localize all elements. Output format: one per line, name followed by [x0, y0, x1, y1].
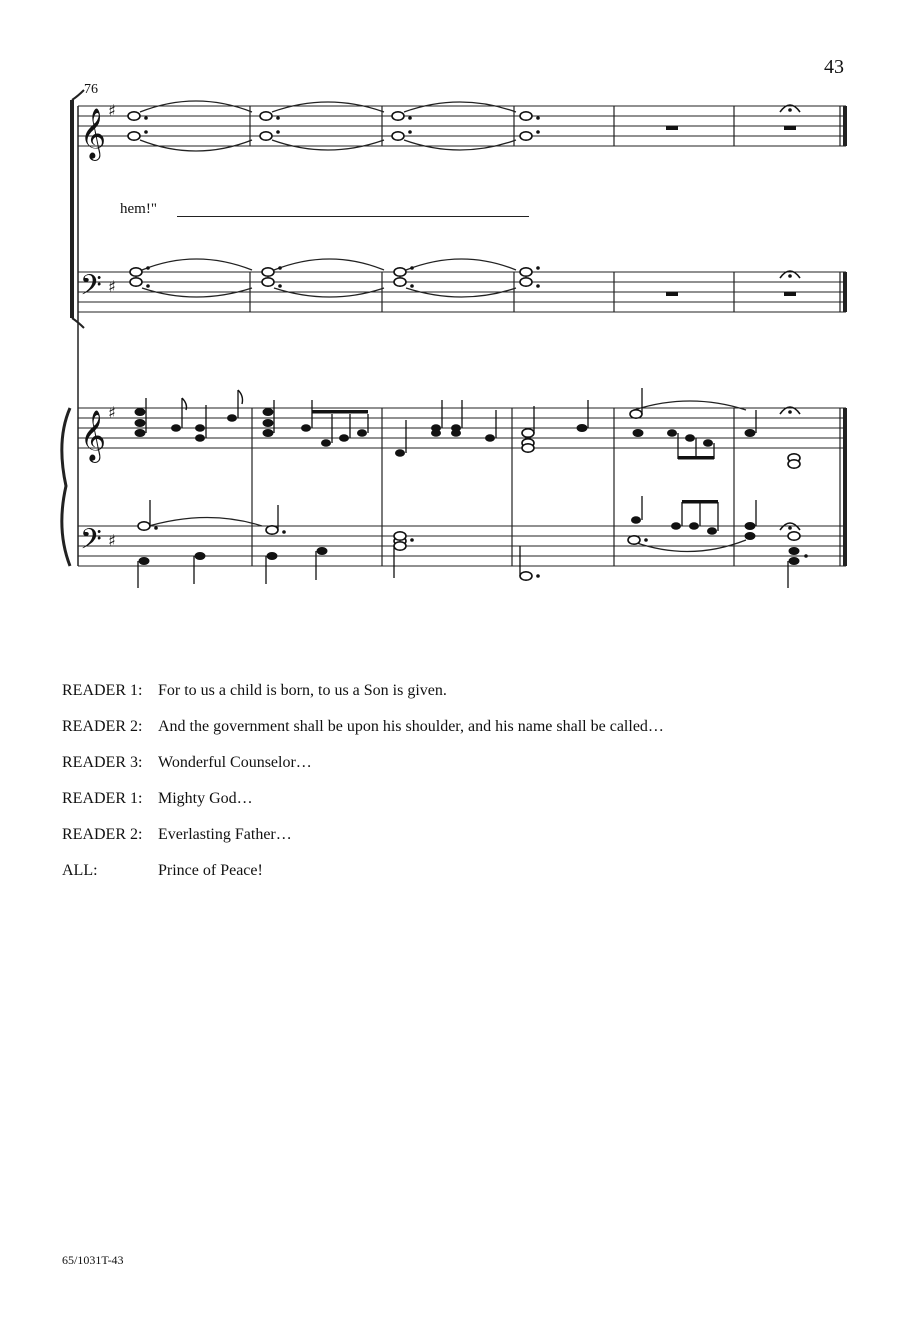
speaker-label: READER 2:: [62, 718, 143, 735]
sharp-icon: ♯: [108, 277, 116, 296]
footer-code: 65/1031T-43: [62, 1253, 124, 1267]
barlines-voices: [250, 106, 840, 312]
ties-voices: [140, 101, 516, 297]
treble-clef-icon: 𝄞: [80, 410, 107, 461]
piano-treble-notes: [135, 408, 756, 457]
lyric-extender-line: [177, 216, 529, 217]
sharp-icon: ♯: [108, 101, 116, 120]
reading-row: [62, 718, 862, 754]
treble-clef-icon: 𝄞: [80, 108, 107, 159]
speaker-label: READER 3:: [62, 754, 143, 771]
voice-notes: [128, 112, 532, 286]
speaker-label: READER 2:: [62, 826, 143, 843]
speaker-label: READER 1:: [62, 682, 143, 699]
measure-number: 76: [84, 82, 98, 97]
bass-clef-icon: 𝄢: [80, 269, 102, 309]
reading-row: [62, 682, 862, 718]
staff-bass-voice: [78, 272, 846, 312]
staff-piano-bass: [78, 526, 846, 566]
speaker-label: ALL:: [62, 862, 98, 879]
reading-line: Everlasting Father…: [158, 826, 292, 843]
music-score: [0, 0, 900, 600]
reading-line: And the government shall be upon his shoulder, and his name shall be called…: [158, 718, 664, 735]
page-number: 43: [824, 56, 844, 78]
staff-treble-voice: [78, 106, 846, 146]
readings: [62, 682, 862, 898]
lyric-text: hem!": [120, 201, 157, 217]
reading-line: Wonderful Counselor…: [158, 754, 312, 771]
reading-line: Mighty God…: [158, 790, 253, 807]
sharp-icon: ♯: [108, 531, 116, 550]
reading-line: Prince of Peace!: [158, 862, 263, 879]
reading-row: [62, 826, 862, 862]
reading-row: [62, 790, 862, 826]
reading-row: [62, 754, 862, 790]
bass-clef-icon: 𝄢: [80, 523, 102, 563]
sharp-icon: ♯: [108, 403, 116, 422]
reading-row: [62, 862, 862, 898]
reading-line: For to us a child is born, to us a Son is given.: [158, 682, 447, 699]
speaker-label: READER 1:: [62, 790, 143, 807]
